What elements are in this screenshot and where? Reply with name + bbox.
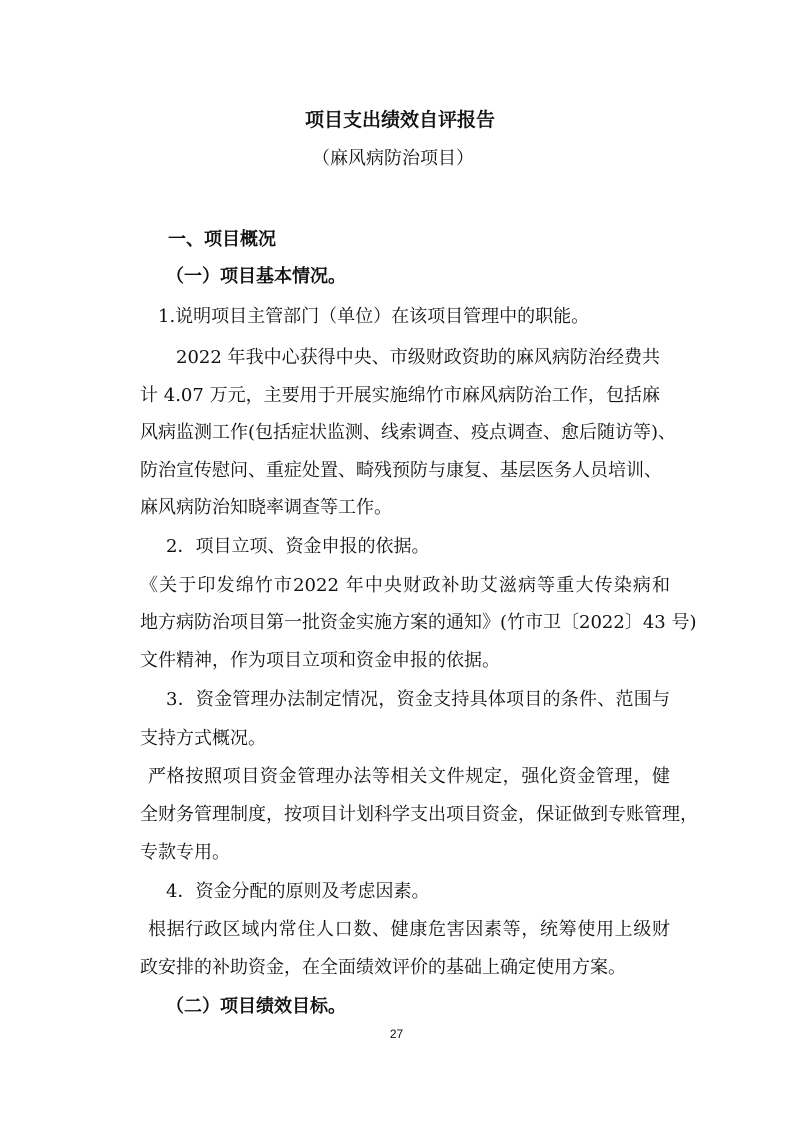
- item-1-paragraph-line: 防治宣传慰问、重症处置、畸残预防与康复、基层医务人员培训、: [140, 460, 662, 481]
- subsection-heading-performance-goals: （二）项目绩效目标。: [166, 996, 346, 1017]
- item-1-paragraph-line: 2022 年我中心获得中央、市级财政资助的麻风病防治经费共: [176, 347, 660, 368]
- document-title: 项目支出绩效自评报告: [305, 109, 496, 131]
- item-1-paragraph-line: 计 4.07 万元，主要用于开展实施绵竹市麻风病防治工作，包括麻: [140, 385, 660, 406]
- page-number: 27: [389, 1027, 404, 1041]
- item-1-heading: 1.说明项目主管部门（单位）在该项目管理中的职能。: [158, 306, 590, 327]
- document-subtitle: （麻风病防治项目）: [312, 148, 474, 169]
- item-3-heading: 3．资金管理办法制定情况，资金支持具体项目的条件、范围与: [166, 689, 670, 710]
- item-3-heading: 支持方式概况。: [140, 728, 266, 749]
- item-2-paragraph-line: 《关于印发绵竹市2022 年中央财政补助艾滋病等重大传染病和: [140, 575, 670, 596]
- section-heading-overview: 一、项目概况: [168, 229, 276, 250]
- item-4-heading: 4．资金分配的原则及考虑因素。: [166, 881, 430, 902]
- item-2-heading: 2．项目立项、资金申报的依据。: [166, 536, 430, 557]
- item-1-paragraph-line: 麻风病防治知晓率调查等工作。: [140, 497, 392, 518]
- item-2-paragraph-line: 文件精神，作为项目立项和资金申报的依据。: [140, 650, 500, 671]
- item-2-paragraph-line: 地方病防治项目第一批资金实施方案的通知》(竹市卫〔2022〕43 号): [140, 612, 697, 633]
- item-4-paragraph-line: 政安排的补助资金，在全面绩效评价的基础上确定使用方案。: [140, 957, 626, 978]
- item-1-paragraph-line: 风病监测工作(包括症状监测、线索调查、疫点调查、愈后随访等)、: [140, 422, 677, 443]
- item-3-paragraph-line: 专款专用。: [140, 842, 230, 863]
- item-4-paragraph-line: 根据行政区域内常住人口数、健康危害因素等，统筹使用上级财: [148, 919, 670, 940]
- item-3-paragraph-line: 全财务管理制度，按项目计划科学支出项目资金，保证做到专账管理，: [140, 804, 698, 825]
- item-3-paragraph-line: 严格按照项目资金管理办法等相关文件规定，强化资金管理，健: [148, 766, 670, 787]
- subsection-heading-basic-info: （一）项目基本情况。: [166, 266, 346, 287]
